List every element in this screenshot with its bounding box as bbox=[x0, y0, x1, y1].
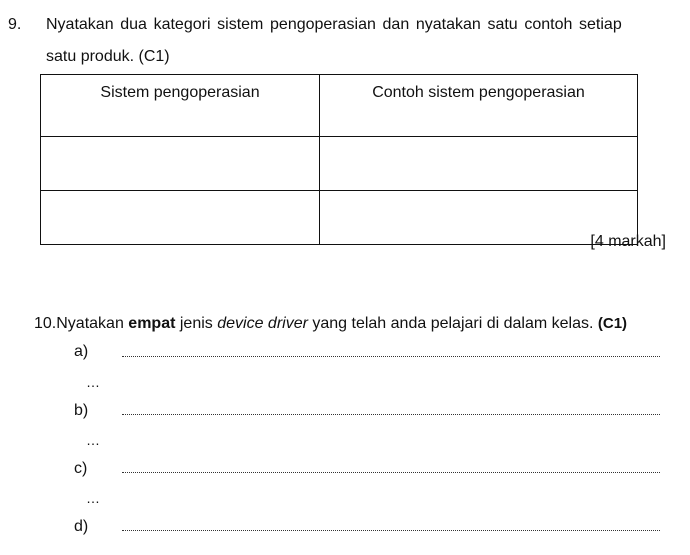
item-b-label: b) bbox=[74, 402, 89, 419]
item-b-continuation: … bbox=[86, 432, 101, 448]
answer-line-b[interactable] bbox=[122, 414, 660, 415]
answer-line-d[interactable] bbox=[122, 530, 660, 531]
question-9-text: Nyatakan dua kategori sistem pengoperasian dan nyatakan satu contoh setiap bbox=[46, 16, 622, 33]
item-a-continuation: … bbox=[86, 374, 101, 390]
answer-line-a[interactable] bbox=[122, 356, 660, 357]
table-cell-answer[interactable] bbox=[41, 137, 320, 191]
question-10-text: 10.Nyatakan empat jenis device driver yang telah anda pelajari di dalam kelas. (C1) bbox=[34, 315, 628, 332]
item-d-label: d) bbox=[74, 518, 89, 535]
table-cell-answer[interactable] bbox=[41, 191, 320, 245]
question-9-line-1 bbox=[8, 15, 680, 35]
bold-word: empat bbox=[128, 315, 176, 332]
question-9-line-2: satu produk. (C1) bbox=[46, 48, 170, 65]
question-9-number: 9. bbox=[8, 16, 22, 33]
table-row bbox=[41, 191, 638, 245]
marks-label: [4 markah] bbox=[590, 233, 666, 250]
item-c-label: c) bbox=[74, 460, 88, 477]
table-row bbox=[41, 137, 638, 191]
table-cell-answer[interactable] bbox=[320, 137, 638, 191]
table-header-example: Contoh sistem pengoperasian bbox=[320, 75, 638, 137]
question-10-number: 10. bbox=[34, 315, 57, 332]
table-header-os: Sistem pengoperasian bbox=[41, 75, 320, 137]
italic-phrase: device driver bbox=[217, 315, 308, 332]
answer-line-c[interactable] bbox=[122, 472, 660, 473]
answer-table bbox=[40, 74, 638, 245]
table-header-row bbox=[41, 75, 638, 137]
cognitive-code: (C1) bbox=[597, 315, 628, 332]
item-a-label: a) bbox=[74, 343, 89, 360]
item-c-continuation: … bbox=[86, 490, 101, 506]
